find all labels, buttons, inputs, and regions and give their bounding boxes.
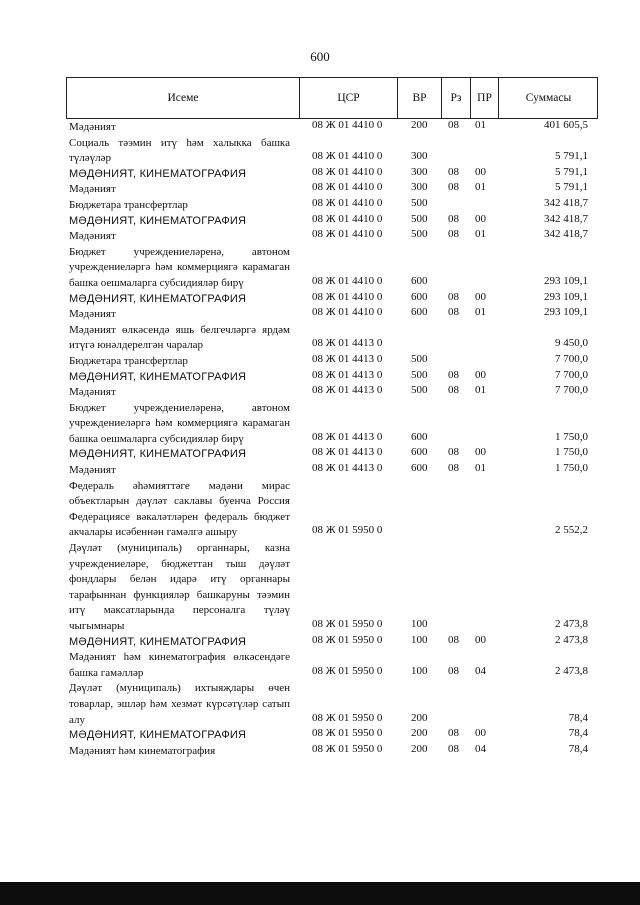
row-name: Мәдәният [69, 183, 116, 196]
row-vr: 200 [411, 742, 428, 755]
table-row [66, 541, 598, 635]
row-pr: 00 [475, 727, 486, 740]
row-name: МӘДӘНИЯТ, КИНЕМАТОГРАФИЯ [69, 370, 247, 383]
row-vr: 300 [411, 150, 428, 163]
header-pr: ПР [470, 78, 498, 118]
row-sum: 9 450,0 [555, 337, 588, 350]
header-name: Исеме [167, 92, 199, 104]
row-csr: 08 Ж 01 4410 0 [312, 212, 383, 225]
row-pr: 01 [475, 181, 486, 194]
row-csr: 08 Ж 01 5950 0 [312, 711, 383, 724]
table-row [66, 401, 598, 448]
row-vr: 600 [411, 306, 428, 319]
row-vr: 600 [411, 446, 428, 459]
row-csr: 08 Ж 01 4413 0 [312, 368, 383, 381]
row-rz: 08 [448, 742, 459, 755]
row-name: Бюджет учреждениеләренә, автоном учреждениеләргә һәм коммерциягә карамаган башка оешмаларга субсидияләр бирү [69, 401, 290, 445]
row-rz: 08 [448, 306, 459, 319]
row-pr: 01 [475, 306, 486, 319]
row-sum: 1 750,0 [555, 462, 588, 475]
row-vr: 500 [411, 368, 428, 381]
row-sum: 342 418,7 [544, 212, 588, 225]
row-csr: 08 Ж 01 5950 0 [312, 742, 383, 755]
header-vr: ВР [397, 78, 441, 118]
table-row [66, 120, 598, 136]
row-name: Мәдәният өлкәсендә яшь белгечләргә ярдәм итүгә юнәлдерелгән чаралар [69, 323, 290, 352]
row-csr: 08 Ж 01 4410 0 [312, 228, 383, 241]
row-pr: 01 [475, 119, 486, 131]
row-csr: 08 Ж 01 5950 0 [312, 727, 383, 740]
row-vr: 500 [411, 196, 428, 209]
row-csr: 08 Ж 01 4410 0 [312, 306, 383, 319]
row-vr: 100 [411, 618, 428, 630]
row-rz: 08 [448, 446, 459, 459]
row-vr: 500 [411, 352, 428, 365]
row-sum: 342 418,7 [544, 228, 588, 241]
table-row [66, 463, 598, 479]
row-sum: 293 109,1 [544, 306, 588, 319]
row-csr: 08 Ж 01 5950 0 [312, 618, 383, 630]
table-row [66, 650, 598, 681]
row-name: Дәүләт (муниципаль) ихтыяҗлары өчен товарлар, эшләр һәм хезмәт күрсәтүләр сатып алу [69, 682, 290, 726]
row-name: МӘДӘНИЯТ, КИНЕМАТОГРАФИЯ [69, 729, 247, 742]
row-sum: 293 109,1 [544, 274, 588, 287]
scan-edge [0, 882, 640, 905]
row-csr: 08 Ж 01 4410 0 [312, 181, 383, 194]
row-csr: 08 Ж 01 4410 0 [312, 274, 383, 287]
row-rz: 08 [448, 165, 459, 178]
row-pr: 00 [475, 212, 486, 225]
row-csr: 08 Ж 01 4410 0 [312, 150, 383, 163]
table-row [66, 385, 598, 401]
row-vr: 300 [411, 165, 428, 178]
row-vr: 200 [411, 711, 428, 724]
table-row [66, 635, 598, 651]
row-sum: 293 109,1 [544, 290, 588, 303]
row-csr: 08 Ж 01 5950 0 [312, 664, 383, 677]
row-csr: 08 Ж 01 4410 0 [312, 290, 383, 303]
table-row [66, 136, 598, 167]
row-name: Мәдәният [69, 121, 116, 133]
table-row [66, 323, 598, 354]
row-rz: 08 [448, 664, 459, 677]
row-rz: 08 [448, 462, 459, 475]
row-csr: 08 Ж 01 4410 0 [312, 165, 383, 178]
row-name: Бюджетара трансфертлар [69, 354, 188, 367]
row-csr: 08 Ж 01 5950 0 [312, 633, 383, 646]
row-name: Мәдәният [69, 386, 116, 399]
row-name: МӘДӘНИЯТ, КИНЕМАТОГРАФИЯ [69, 448, 247, 461]
row-name: Федераль әһәмияттәге мәдәни мирас объектларын дәүләт саклавы буенча Россия Федерациясе вәкаләтләрен федераль бюджет акчалары исәбеннән гамәлгә ашыру [69, 479, 290, 539]
row-name: Дәүләт (муниципаль) органнары, казна учреждениеләре, бюджеттан тыш дәүләт фондлары белән идарә итү органнары тарафыннан функцияләр башкаруны тәэмин итү максатларында персоналга түләү чыгымнары [69, 542, 290, 632]
row-name: Мәдәният [69, 464, 116, 477]
row-vr: 600 [411, 462, 428, 475]
row-sum: 5 791,1 [555, 165, 588, 178]
header-rz: Рз [441, 78, 470, 118]
row-vr: 500 [411, 384, 428, 397]
row-name: Мәдәният һәм кинематография өлкәсендәге башка гамәлләр [69, 651, 290, 679]
row-sum: 78,4 [568, 711, 588, 724]
table-header [66, 77, 598, 119]
row-pr: 01 [475, 384, 486, 397]
row-pr: 00 [475, 633, 486, 646]
row-rz: 08 [448, 633, 459, 646]
table-row [66, 681, 598, 728]
row-name: МӘДӘНИЯТ, КИНЕМАТОГРАФИЯ [69, 292, 247, 305]
row-sum: 2 473,8 [555, 633, 588, 646]
row-sum: 1 750,0 [555, 446, 588, 459]
row-sum: 5 791,1 [555, 150, 588, 163]
row-vr: 300 [411, 181, 428, 194]
row-sum: 401 605,5 [544, 119, 588, 131]
row-name: Мәдәният һәм кинематография [69, 744, 216, 757]
row-vr: 200 [411, 119, 428, 131]
row-sum: 2 473,8 [555, 664, 588, 677]
row-name: МӘДӘНИЯТ, КИНЕМАТОГРАФИЯ [69, 167, 247, 180]
row-csr: 08 Ж 01 4410 0 [312, 119, 383, 131]
row-sum: 2 473,8 [555, 618, 588, 630]
row-csr: 08 Ж 01 4413 0 [312, 430, 383, 443]
row-sum: 7 700,0 [555, 352, 588, 365]
row-pr: 01 [475, 462, 486, 475]
row-csr: 08 Ж 01 4413 0 [312, 462, 383, 475]
row-sum: 7 700,0 [555, 384, 588, 397]
row-vr: 600 [411, 290, 428, 303]
table-row [66, 245, 598, 292]
row-name: Социаль тәэмин итү һәм халыкка башка түләүләр [69, 136, 290, 165]
row-vr: 600 [411, 274, 428, 287]
row-sum: 78,4 [568, 727, 588, 740]
row-csr: 08 Ж 01 4413 0 [312, 446, 383, 459]
row-rz: 08 [448, 368, 459, 381]
row-csr: 08 Ж 01 4410 0 [312, 196, 383, 209]
row-pr: 04 [475, 664, 486, 677]
row-csr: 08 Ж 01 4413 0 [312, 352, 383, 365]
row-csr: 08 Ж 01 5950 0 [312, 524, 383, 537]
header-sum: Суммасы [498, 78, 598, 118]
row-sum: 7 700,0 [555, 368, 588, 381]
row-name: Бюджет учреждениеләренә, автоном учреждениеләргә һәм коммерциягә карамаган башка оешмаларга субсидияләр бирү [69, 245, 290, 289]
row-vr: 200 [411, 727, 428, 740]
row-pr: 01 [475, 228, 486, 241]
row-pr: 00 [475, 290, 486, 303]
row-vr: 100 [411, 664, 428, 677]
row-sum: 342 418,7 [544, 196, 588, 209]
row-rz: 08 [448, 290, 459, 303]
table-body [66, 120, 598, 759]
row-sum: 5 791,1 [555, 181, 588, 194]
row-rz: 08 [448, 384, 459, 397]
header-csr: ЦСР [299, 78, 397, 118]
row-sum: 2 552,2 [555, 524, 588, 537]
page-number: 600 [310, 49, 330, 64]
table-row [66, 744, 598, 760]
table-row [66, 307, 598, 323]
row-rz: 08 [448, 119, 459, 131]
row-rz: 08 [448, 181, 459, 194]
row-rz: 08 [448, 228, 459, 241]
row-csr: 08 Ж 01 4413 0 [312, 384, 383, 397]
row-sum: 78,4 [568, 742, 588, 755]
row-vr: 100 [411, 633, 428, 646]
row-name: Бюджетара трансфертлар [69, 198, 188, 211]
row-pr: 04 [475, 742, 486, 755]
row-rz: 08 [448, 212, 459, 225]
row-name: МӘДӘНИЯТ, КИНЕМАТОГРАФИЯ [69, 214, 247, 227]
table-row [66, 229, 598, 245]
row-pr: 00 [475, 368, 486, 381]
row-vr: 600 [411, 430, 428, 443]
row-name: Мәдәният [69, 308, 116, 321]
row-vr: 500 [411, 212, 428, 225]
row-csr: 08 Ж 01 4413 0 [312, 337, 383, 350]
table-row [66, 479, 598, 541]
row-sum: 1 750,0 [555, 430, 588, 443]
row-vr: 500 [411, 228, 428, 241]
row-name: МӘДӘНИЯТ, КИНЕМАТОГРАФИЯ [69, 635, 247, 648]
row-pr: 00 [475, 446, 486, 459]
row-pr: 00 [475, 165, 486, 178]
row-name: Мәдәният [69, 230, 116, 243]
row-rz: 08 [448, 727, 459, 740]
